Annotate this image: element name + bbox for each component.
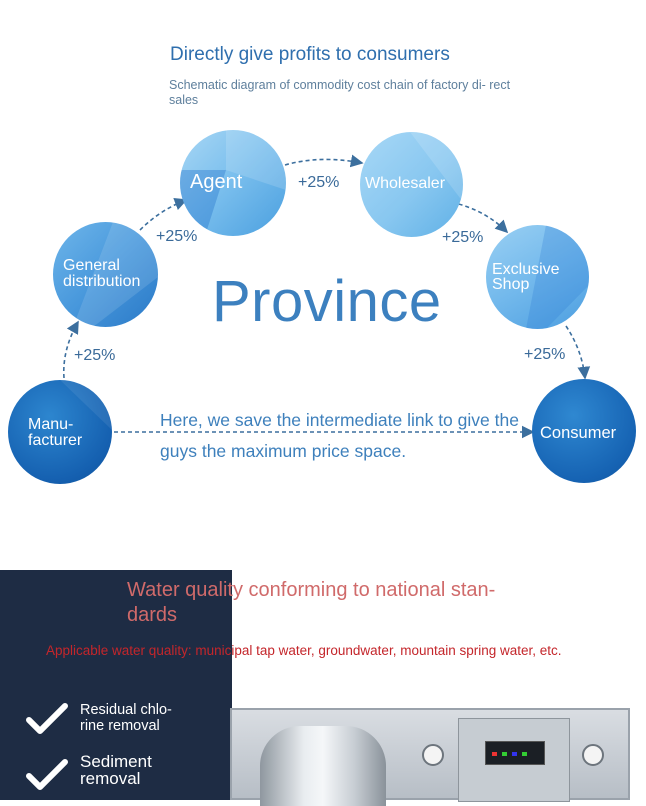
water-purifier-machine <box>230 708 630 800</box>
manufacturer-label: Manu- facturer <box>28 416 83 449</box>
markup-label: +25% <box>298 174 340 191</box>
feature-sediment: Sediment removal <box>80 752 152 788</box>
manufacturer-circle <box>8 380 112 484</box>
control-panel <box>458 718 570 802</box>
pressure-gauge-icon <box>422 744 444 766</box>
arrow-shop-to-cons <box>566 326 585 378</box>
wholesaler-circle <box>360 132 463 237</box>
exclusive-shop-label: Exclusive Shop <box>492 261 560 293</box>
filter-tank <box>260 726 386 806</box>
markup-label: +25% <box>524 346 566 363</box>
exclusive-shop-circle <box>486 225 589 329</box>
feature-residual-chlorine: Residual chlo- rine removal <box>80 702 172 734</box>
general-distribution-label: General distribution <box>63 257 141 290</box>
check-icon <box>26 759 68 791</box>
page-subtitle: Schematic diagram of commodity cost chain of factory di- rect sales <box>169 78 511 107</box>
consumer-label: Consumer <box>540 424 617 442</box>
wholesaler-label: Wholesaler <box>365 175 446 192</box>
save-note: Here, we save the intermediate link to give the guys the maximum price space. <box>160 410 519 461</box>
agent-circle <box>180 130 286 236</box>
general-distribution-circle <box>53 222 158 327</box>
province-word: Province <box>212 269 442 334</box>
page-title: Directly give profits to consumers <box>170 44 450 65</box>
markup-label: +25% <box>74 347 116 364</box>
check-icon <box>26 703 68 735</box>
agent-label: Agent <box>190 171 243 193</box>
markup-label: +25% <box>442 229 484 246</box>
applicable-water-text: Applicable water quality: municipal tap water, groundwater, mountain spring water, etc. <box>46 643 562 658</box>
arrow-agent-to-whole <box>285 159 362 165</box>
water-quality-title: Water quality conforming to national stan- dards <box>127 579 496 626</box>
consumer-circle <box>532 379 636 483</box>
control-display <box>485 741 545 765</box>
markup-label: +25% <box>156 228 198 245</box>
pressure-gauge-icon <box>582 744 604 766</box>
